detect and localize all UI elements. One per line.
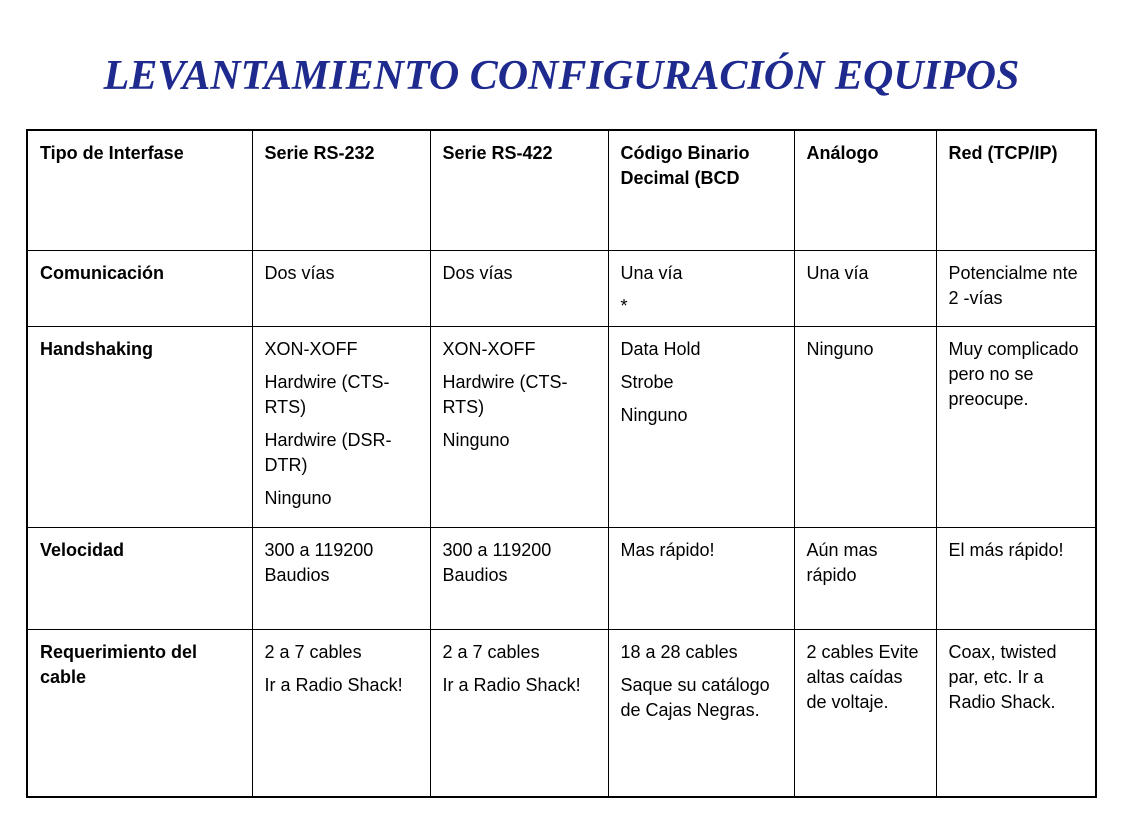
cell-line: 300 a 119200 Baudios	[264, 539, 374, 585]
cell-line: Coax, twisted par, etc. Ir a Radio Shack.	[948, 641, 1057, 712]
cell-line: Ninguno	[264, 487, 332, 508]
header-cell: Tipo de Interfase	[27, 130, 252, 250]
table-cell	[794, 527, 936, 629]
cell-line: Hardwire (CTS-RTS)	[264, 371, 390, 417]
row-label: Comunicación	[27, 250, 252, 326]
cell-line: Una vía	[806, 262, 869, 283]
table-row	[27, 629, 1096, 797]
cell-line: Strobe	[620, 371, 674, 392]
table-row	[27, 250, 1096, 326]
table-cell	[794, 629, 936, 797]
cell-line: Ninguno	[442, 429, 510, 450]
header-cell: Análogo	[794, 130, 936, 250]
cell-line: 2 a 7 cables	[442, 641, 540, 662]
cell-line: XON-XOFF	[264, 338, 358, 359]
cell-line: 300 a 119200 Baudios	[442, 539, 552, 585]
table-cell	[430, 629, 608, 797]
cell-line: Hardwire (DSR-DTR)	[264, 429, 392, 475]
table-cell	[936, 326, 1096, 527]
table-cell	[430, 326, 608, 527]
page-title: LEVANTAMIENTO CONFIGURACIÓN EQUIPOS	[103, 53, 1020, 99]
header-cell: Red (TCP/IP)	[936, 130, 1096, 250]
cell-line: Ir a Radio Shack!	[264, 674, 403, 695]
table-cell	[608, 527, 794, 629]
table-cell	[252, 527, 430, 629]
table-cell	[608, 326, 794, 527]
table-cell	[794, 250, 936, 326]
cell-line: Dos vías	[442, 262, 513, 283]
cell-line: Potencialme nte 2 -vías	[948, 262, 1078, 308]
table-row	[27, 527, 1096, 629]
cell-line: Ninguno	[806, 338, 874, 359]
table-cell	[252, 250, 430, 326]
cell-line: Mas rápido!	[620, 539, 715, 560]
table-cell	[430, 527, 608, 629]
table-cell	[252, 629, 430, 797]
table-cell	[608, 250, 794, 326]
cell-line: El más rápido!	[948, 539, 1064, 560]
cell-line: Ir a Radio Shack!	[442, 674, 581, 695]
cell-line: Ninguno	[620, 404, 688, 425]
interface-comparison-table	[26, 129, 1097, 798]
cell-line: Hardwire (CTS-RTS)	[442, 371, 568, 417]
table-cell	[608, 629, 794, 797]
cell-line: Una vía	[620, 262, 683, 283]
cell-line: Dos vías	[264, 262, 335, 283]
cell-line: Muy complicado pero no se preocupe.	[948, 338, 1079, 409]
table-cell	[794, 326, 936, 527]
cell-line: 2 cables Evite altas caídas de voltaje.	[806, 641, 919, 712]
table-cell	[936, 629, 1096, 797]
table-cell	[936, 250, 1096, 326]
table-header-row	[27, 130, 1096, 250]
row-label: Requerimiento del cable	[27, 629, 252, 797]
table-row	[27, 326, 1096, 527]
table-cell	[430, 250, 608, 326]
header-cell: Código Binario Decimal (BCD	[608, 130, 794, 250]
table-cell	[936, 527, 1096, 629]
cell-line: 18 a 28 cables	[620, 641, 738, 662]
header-cell: Serie RS-232	[252, 130, 430, 250]
header-cell: Serie RS-422	[430, 130, 608, 250]
cell-line: Aún mas rápido	[806, 539, 878, 585]
table-cell	[252, 326, 430, 527]
cell-line: Data Hold	[620, 338, 701, 359]
cell-line: XON-XOFF	[442, 338, 536, 359]
row-label: Handshaking	[27, 326, 252, 527]
cell-line: Saque su catálogo de Cajas Negras.	[620, 674, 770, 720]
row-label: Velocidad	[27, 527, 252, 629]
cell-line: *	[620, 295, 628, 316]
cell-line: 2 a 7 cables	[264, 641, 362, 662]
